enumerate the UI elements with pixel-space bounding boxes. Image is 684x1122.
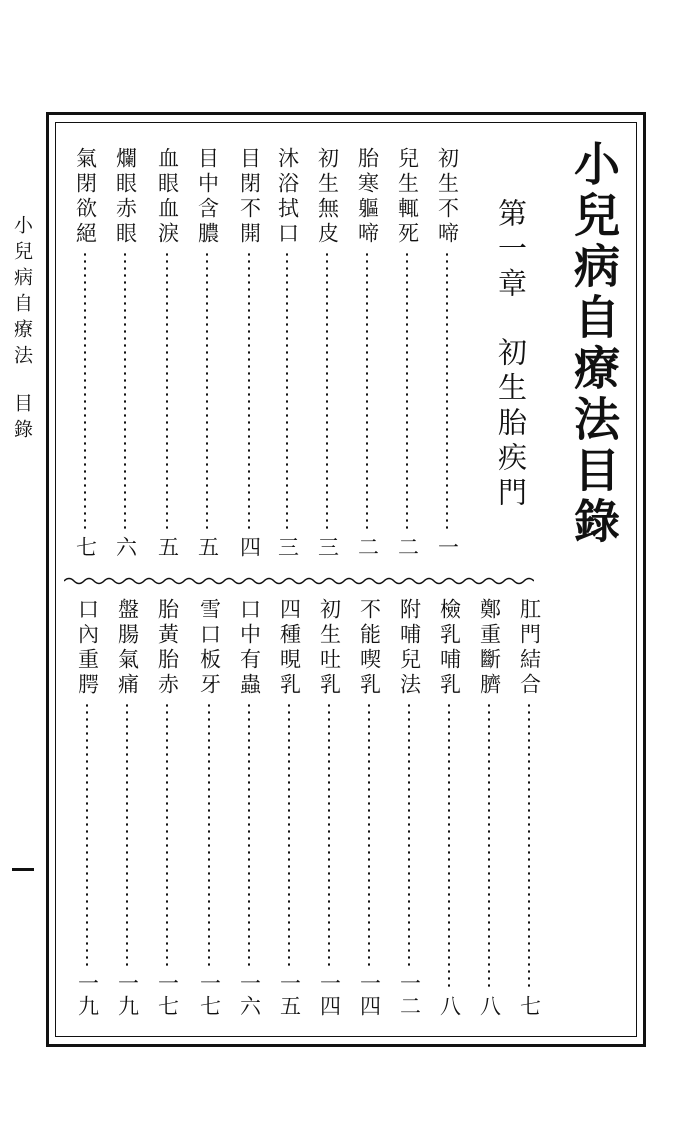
toc-entry-page: 八	[437, 995, 462, 1018]
toc-entry-page: 一四	[317, 972, 342, 1018]
dot-leader	[86, 702, 88, 966]
toc-entry-title: 初生無皮	[315, 147, 340, 247]
toc-entry[interactable]	[394, 147, 420, 559]
toc-entry[interactable]	[436, 598, 462, 1018]
toc-entry-title: 雪口板牙	[197, 598, 222, 698]
toc-entry-title: 口中有蟲	[237, 598, 262, 698]
dot-leader	[328, 702, 330, 966]
toc-entry-title: 氣閉欲絕	[73, 147, 98, 247]
toc-entry-page: 一四	[357, 972, 382, 1018]
chapter-heading	[490, 198, 530, 512]
running-header-title: 小兒病自療法	[11, 215, 33, 371]
toc-entry-title: 盤腸氣痛	[115, 598, 140, 698]
toc-entry-page: 一七	[197, 972, 222, 1018]
toc-entry-page: 一六	[237, 972, 262, 1018]
toc-entry-title: 兒生輒死	[395, 147, 420, 247]
dot-leader	[446, 251, 448, 530]
dot-leader	[368, 702, 370, 966]
toc-entry[interactable]	[396, 598, 422, 1018]
toc-entry[interactable]	[72, 147, 98, 559]
dot-leader	[408, 702, 410, 966]
dot-leader	[286, 251, 288, 530]
book-title: 小兒病自療法目錄	[567, 140, 621, 548]
toc-entry-title: 附哺兒法	[397, 598, 422, 698]
toc-entry-title: 初生不啼	[435, 147, 460, 247]
toc-entry[interactable]	[112, 147, 138, 559]
toc-entry[interactable]	[516, 598, 542, 1018]
page-number-mark	[12, 868, 34, 871]
dot-leader	[208, 702, 210, 966]
dot-leader	[528, 702, 530, 989]
toc-entry-page: 七	[517, 995, 542, 1018]
dot-leader	[488, 702, 490, 989]
dot-leader	[248, 702, 250, 966]
dot-leader	[206, 251, 208, 530]
toc-entry-page: 一	[435, 536, 460, 559]
toc-entry-page: 八	[477, 995, 502, 1018]
dot-leader	[248, 251, 250, 530]
toc-entry-page: 一二	[397, 972, 422, 1018]
toc-entry[interactable]	[434, 147, 460, 559]
toc-entry[interactable]	[476, 598, 502, 1018]
toc-entry[interactable]	[274, 147, 300, 559]
toc-entry[interactable]	[356, 598, 382, 1018]
dot-leader	[448, 702, 450, 989]
toc-entry-title: 四種晛乳	[277, 598, 302, 698]
toc-entry-page: 三	[275, 536, 300, 559]
dot-leader	[366, 251, 368, 530]
toc-entry-title: 鄭重斷臍	[477, 598, 502, 698]
toc-entry[interactable]	[354, 147, 380, 559]
toc-entry-title: 初生吐乳	[317, 598, 342, 698]
toc-entry-title: 肛門結合	[517, 598, 542, 698]
toc-entry-page: 一九	[75, 972, 100, 1018]
toc-entry-page: 二	[355, 536, 380, 559]
toc-entry-title: 目中含膿	[195, 147, 220, 247]
toc-entry[interactable]	[154, 147, 180, 559]
toc-entry[interactable]	[74, 598, 100, 1018]
toc-entry-page: 一五	[277, 972, 302, 1018]
toc-entry-page: 二	[395, 536, 420, 559]
dot-leader	[126, 702, 128, 966]
chapter-number: 第一章	[494, 198, 528, 303]
toc-entry-page: 三	[315, 536, 340, 559]
toc-entry-page: 五	[155, 536, 180, 559]
toc-entry-title: 口內重腭	[75, 598, 100, 698]
dot-leader	[124, 251, 126, 530]
toc-entry[interactable]	[114, 598, 140, 1018]
toc-entry-title: 目閉不開	[237, 147, 262, 247]
dot-leader	[166, 251, 168, 530]
toc-entry-title: 沐浴拭口	[275, 147, 300, 247]
toc-entry-page: 七	[73, 536, 98, 559]
dot-leader	[406, 251, 408, 530]
toc-entry[interactable]	[316, 598, 342, 1018]
chapter-name: 初生胎疾門	[494, 337, 528, 512]
toc-entry-title: 爛眼赤眼	[113, 147, 138, 247]
toc-entry[interactable]	[196, 598, 222, 1018]
toc-entry[interactable]	[314, 147, 340, 559]
toc-entry-page: 一七	[155, 972, 180, 1018]
toc-entry-page: 五	[195, 536, 220, 559]
toc-entry[interactable]	[236, 598, 262, 1018]
toc-entry-title: 不能喫乳	[357, 598, 382, 698]
running-header	[10, 215, 34, 445]
dot-leader	[288, 702, 290, 966]
toc-entry[interactable]	[236, 147, 262, 559]
toc-entry-title: 胎黃胎赤	[155, 598, 180, 698]
dot-leader	[84, 251, 86, 530]
toc-entry[interactable]	[154, 598, 180, 1018]
toc-entry-page: 四	[237, 536, 262, 559]
dot-leader	[166, 702, 168, 966]
toc-entry[interactable]	[276, 598, 302, 1018]
toc-entry-title: 檢乳哺乳	[437, 598, 462, 698]
running-header-section: 目錄	[11, 393, 33, 445]
wavy-separator	[64, 574, 534, 588]
toc-entry-title: 胎寒軀啼	[355, 147, 380, 247]
toc-entry-page: 一九	[115, 972, 140, 1018]
dot-leader	[326, 251, 328, 530]
toc-entry-page: 六	[113, 536, 138, 559]
toc-entry-title: 血眼血淚	[155, 147, 180, 247]
toc-entry[interactable]	[194, 147, 220, 559]
